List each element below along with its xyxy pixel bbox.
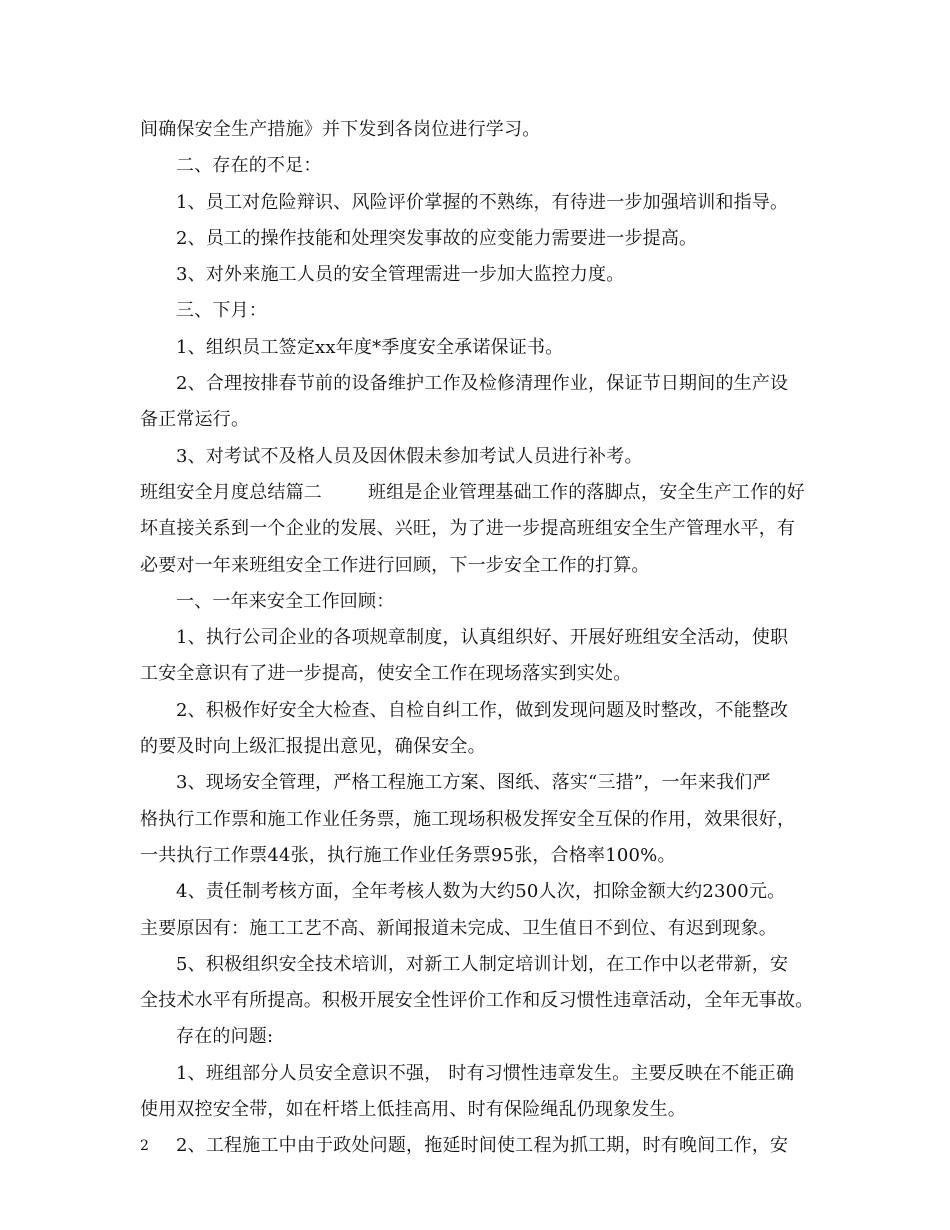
text-line-10: 3、对考试不及格人员及因休假未参加考试人员进行补考。 bbox=[176, 445, 643, 467]
text-line-24: 5、积极组织安全技术培训，对新工人制定培训计划，在工作中以老带新，安 bbox=[176, 953, 789, 975]
document-body bbox=[140, 112, 820, 1165]
text-line-18: 的要及时向上级汇报提出意见，确保安全。 bbox=[140, 736, 486, 758]
text-line-12: 坏直接关系到一个企业的发展、兴旺，为了进一步提高班组安全生产管理水平，有 bbox=[140, 518, 796, 540]
text-line-29: 2、工程施工中由于政处问题，拖延时间使工程为抓工期，时有晚间工作，安 bbox=[176, 1135, 789, 1157]
text-line-5: 3、对外来施工人员的安全管理需进一步加大监控力度。 bbox=[176, 264, 625, 286]
text-line-13: 必要对一年来班组安全工作进行回顾，下一步安全工作的打算。 bbox=[140, 554, 650, 576]
text-line-8: 2、合理按排春节前的设备维护工作及检修清理作业，保证节日期间的生产设 bbox=[176, 373, 789, 395]
text-line-21: 一共执行工作票44张，执行施工作业任务票95张，合格率100%。 bbox=[140, 844, 676, 866]
article-intro-text: 班组是企业管理基础工作的落脚点，安全生产工作的好 bbox=[368, 481, 805, 503]
page-number: 2 bbox=[140, 1138, 149, 1154]
text-line-16: 工安全意识有了进一步提高，使安全工作在现场落实到实处。 bbox=[140, 663, 632, 685]
text-line-28: 使用双控安全带，如在杆塔上低挂高用、时有保险绳乱仍现象发生。 bbox=[140, 1099, 686, 1121]
text-line-1: 间确保安全生产措施》并下发到各岗位进行学习。 bbox=[140, 119, 541, 140]
section-heading-problems: 存在的问题: bbox=[176, 1026, 274, 1048]
text-line-17: 2、积极作好安全大检查、自检自纠工作，做到发现问题及时整改，不能整改 bbox=[176, 699, 789, 721]
text-line-4: 2、员工的操作技能和处理突发事故的应变能力需要进一步提高。 bbox=[176, 227, 698, 249]
text-line-20: 格执行工作票和施工作业任务票，施工现场积极发挥安全互保的作用，效果很好， bbox=[140, 808, 796, 830]
text-line-25: 全技术水平有所提高。积极开展安全性评价工作和反习惯性违章活动，全年无事故。 bbox=[140, 990, 814, 1012]
text-line-9: 备正常运行。 bbox=[140, 409, 250, 431]
text-line-22: 4、责任制考核方面，全年考核人数为大约50人次，扣除金额大约2300元。 bbox=[176, 881, 786, 903]
text-line-19: 3、现场安全管理，严格工程施工方案、图纸、落实“三措”，一年来我们严 bbox=[176, 772, 771, 794]
text-line-27: 1、班组部分人员安全意识不强， 时有习惯性违章发生。主要反映在不能正确 bbox=[176, 1062, 795, 1084]
article-title: 班组安全月度总结篇二 bbox=[140, 481, 322, 503]
text-line-23: 主要原因有：施工工艺不高、新闻报道未完成、卫生值日不到位、有迟到现象。 bbox=[140, 917, 777, 939]
section-heading-review: 一、一年来安全工作回顾： bbox=[176, 590, 395, 612]
text-line-15: 1、执行公司企业的各项规章制度，认真组织好、开展好班组安全活动，使职 bbox=[176, 627, 789, 649]
section-heading-next-month: 三、下月： bbox=[176, 300, 267, 322]
article-two-first-line bbox=[140, 475, 820, 511]
text-line-7: 1、组织员工签定xx年度*季度安全承诺保证书。 bbox=[176, 336, 564, 358]
section-heading-shortcomings: 二、存在的不足： bbox=[176, 155, 322, 177]
text-line-3: 1、员工对危险辩识、风险评价掌握的不熟练，有待进一步加强培训和指导。 bbox=[176, 191, 789, 213]
